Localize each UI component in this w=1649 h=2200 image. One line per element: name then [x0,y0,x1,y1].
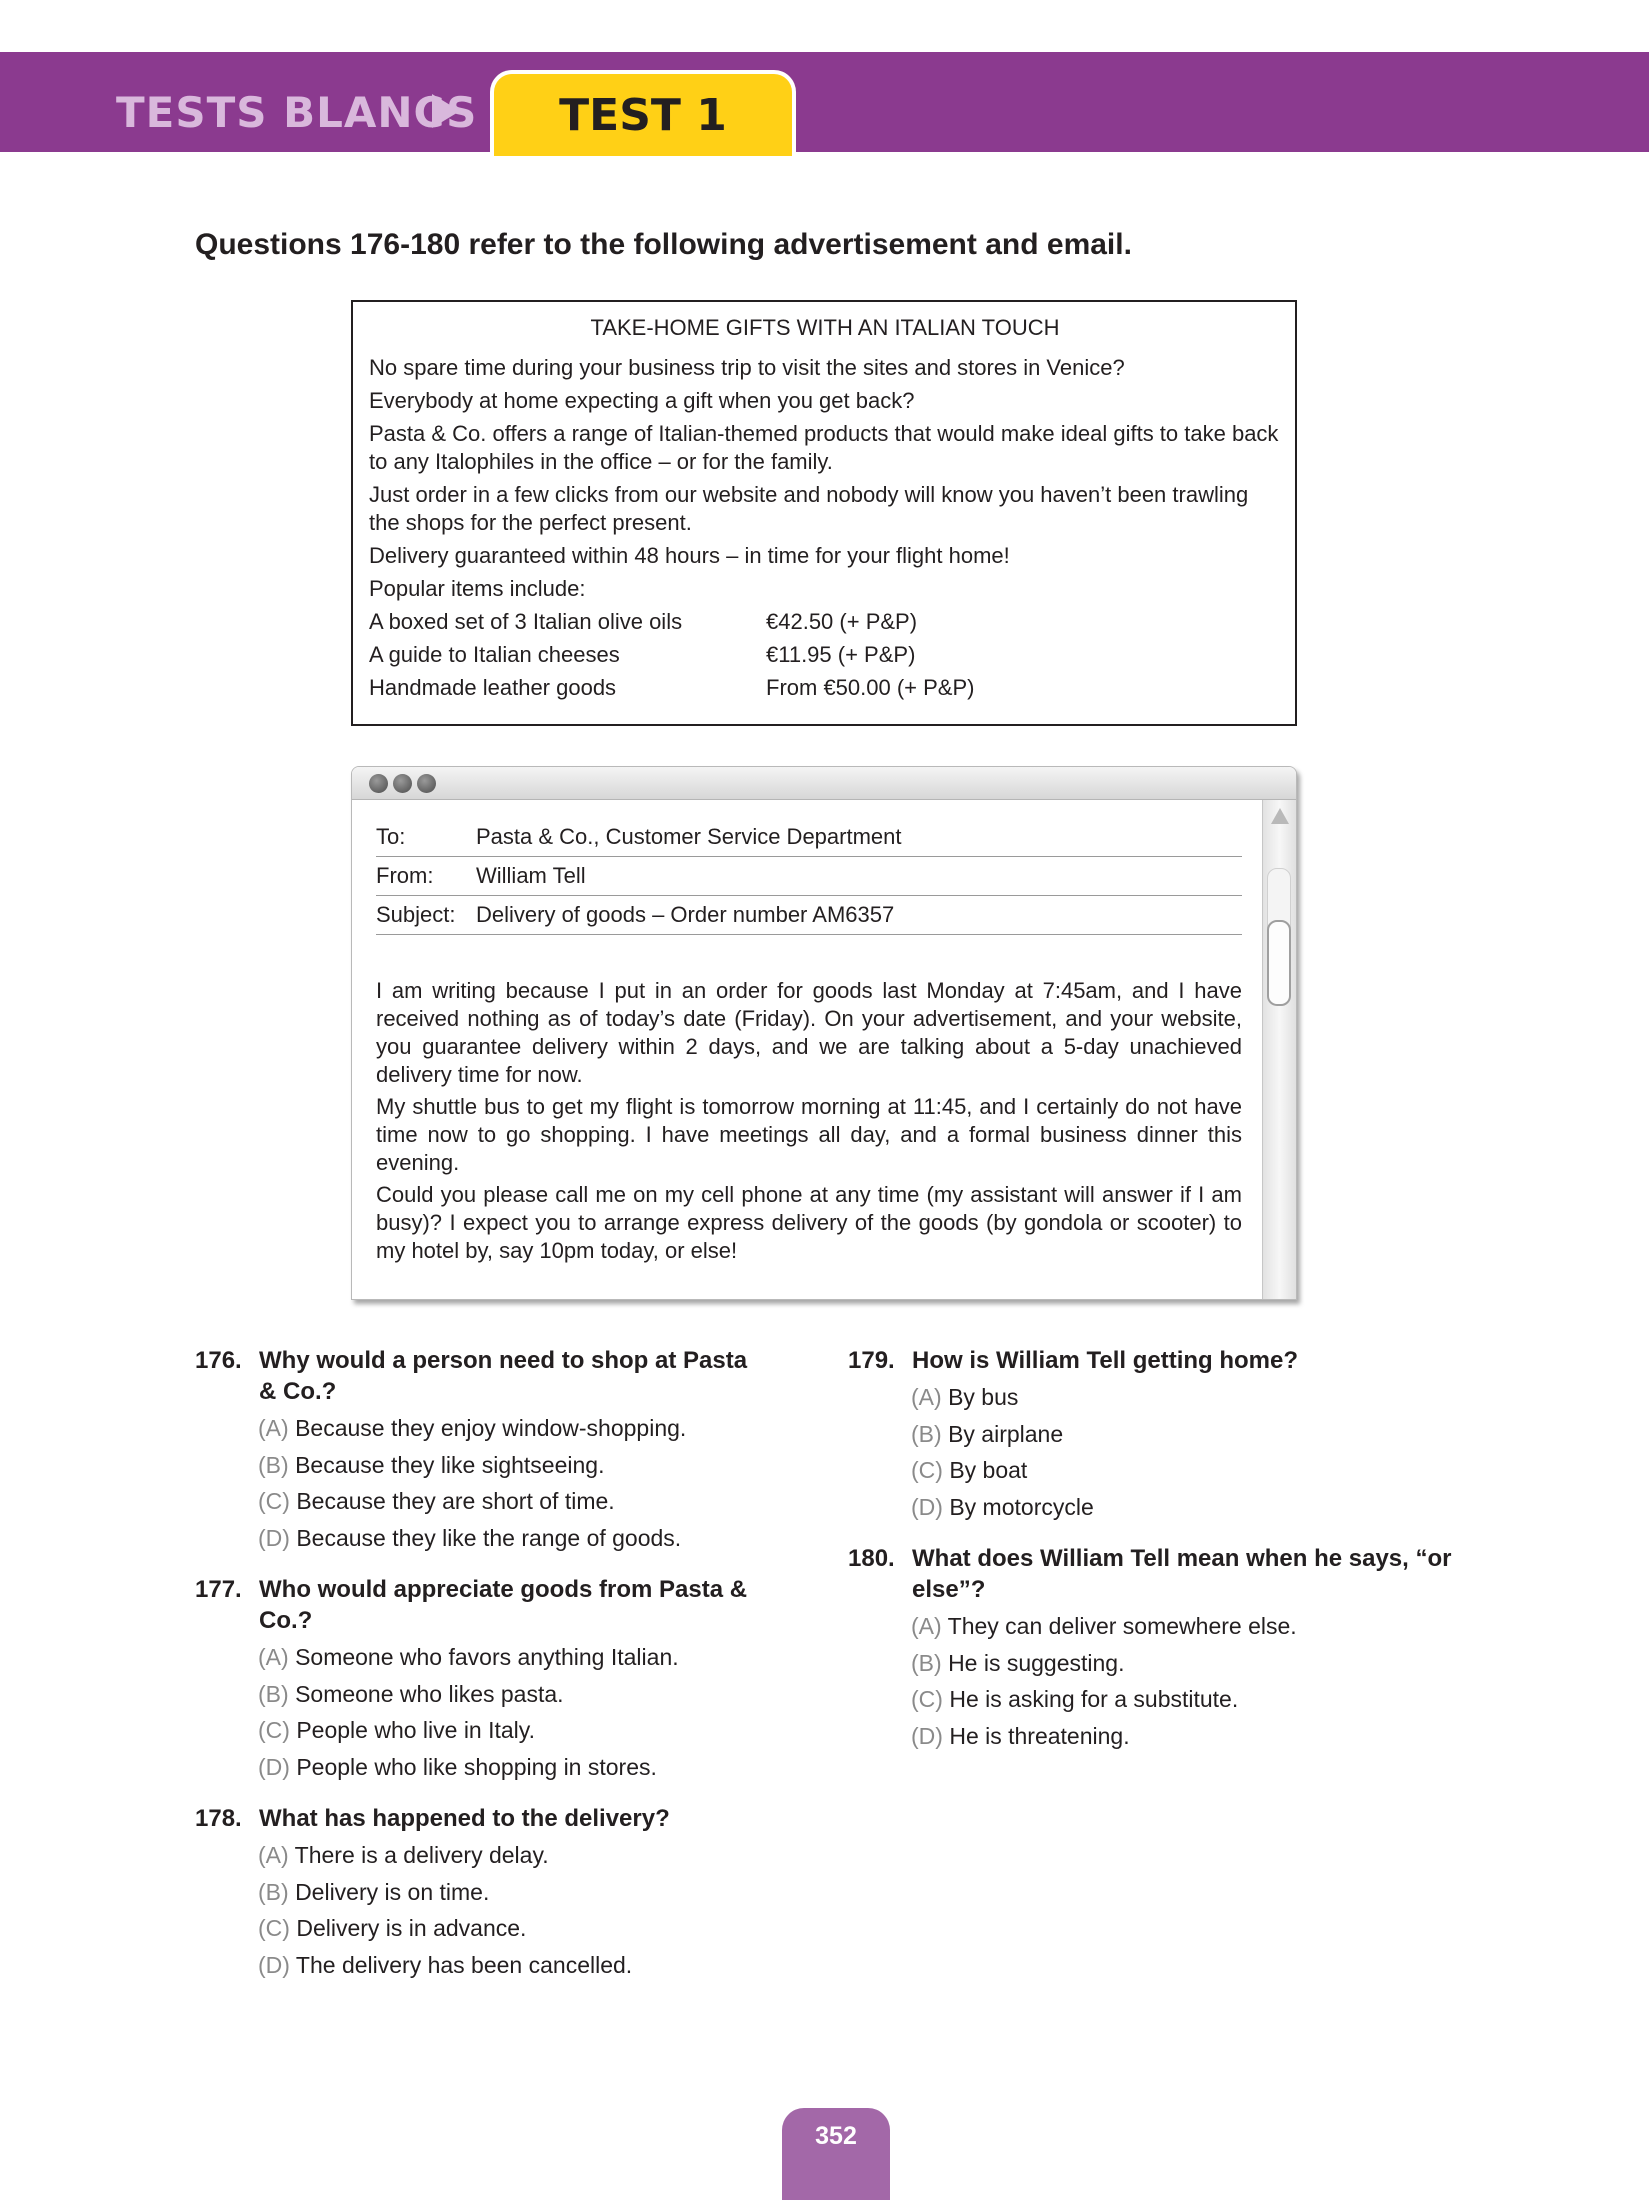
answer-option[interactable] [258,1712,755,1749]
option-text: He is threatening. [949,1722,1130,1749]
scroll-up-arrow-icon[interactable] [1271,808,1289,824]
option-text: Because they enjoy window-shopping. [295,1415,687,1441]
answer-option[interactable] [911,1452,1468,1489]
answer-option[interactable] [258,1947,755,1984]
ad-item-price: From €50.00 (+ P&P) [766,675,975,700]
question-text: Why would a person need to shop at Pasta & Co.? [259,1347,748,1405]
option-text: People who like shopping in stores. [296,1753,657,1780]
question-176 [195,1345,755,1556]
option-text: Because they like the range of goods. [296,1524,682,1551]
question-180 [848,1543,1468,1754]
ad-item [369,608,1281,636]
questions-right-column [848,1345,1468,1772]
question-text: How is William Tell getting home? [912,1347,1299,1374]
answer-option[interactable] [258,1520,755,1557]
option-text: By airplane [948,1420,1064,1447]
email-to-label: To: [376,824,406,849]
email-titlebar [352,767,1296,800]
ad-item-price: €11.95 (+ P&P) [766,642,916,667]
option-text: Because they like sightseeing. [295,1451,605,1478]
ad-item-list [369,608,1281,702]
page-number: 352 [782,2108,890,2200]
question-text: What does William Tell mean when he says, “or else”? [912,1545,1452,1603]
email-to-row [376,825,1242,857]
answer-option[interactable] [258,1749,755,1786]
answer-option[interactable] [911,1681,1468,1718]
option-text: Because they are short of time. [296,1488,615,1514]
answer-option[interactable] [911,1489,1468,1526]
question-number: 179. [848,1347,895,1374]
email-paragraph: Could you please call me on my cell phone at any time (my assistant will answer if I am busy)? I expect you to arrange express delivery of the goods (by gondola or scooter) to my hotel by, say 10pm today, or else! [376,1182,1242,1263]
intro-heading: Questions 176-180 refer to the following advertisement and email. [195,228,1132,261]
answer-option[interactable] [258,1874,755,1911]
answer-option[interactable] [911,1379,1468,1416]
option-letter: (C) [258,1488,290,1514]
option-letter: (C) [911,1686,943,1712]
option-letter: (A) [911,1384,942,1410]
ad-line: Pasta & Co. offers a range of Italian-themed products that would make ideal gifts to take back to any Italophiles in the office – or for the family. [369,421,1279,474]
ad-item-name: Handmade leather goods [369,675,617,700]
option-text: By boat [949,1457,1028,1483]
ad-item-name: A guide to Italian cheeses [369,642,620,667]
option-letter: (B) [258,1878,289,1905]
window-zoom-icon[interactable] [417,774,436,793]
answer-option[interactable] [911,1416,1468,1453]
answer-option[interactable] [911,1718,1468,1755]
option-letter: (B) [258,1451,289,1478]
answer-option[interactable] [258,1676,755,1713]
email-from-value: William Tell [476,863,586,888]
ad-line: Just order in a few clicks from our website and nobody will know you haven’t been trawling the shops for the perfect present. [369,482,1249,535]
option-letter: (D) [258,1951,290,1978]
question-number: 177. [195,1576,242,1603]
email-from-row [376,857,1242,896]
ad-line: Popular items include: [369,576,586,601]
email-to-value: Pasta & Co., Customer Service Department [476,824,902,849]
window-close-icon[interactable] [369,774,388,793]
test-tab: TEST 1 [490,70,796,156]
email-scrollbar[interactable] [1262,800,1296,1299]
option-text: He is asking for a substitute. [949,1686,1239,1712]
question-177 [195,1574,755,1785]
scrollbar-thumb[interactable] [1267,920,1291,1006]
email-from-label: From: [376,863,434,888]
option-text: By bus [948,1384,1019,1410]
option-letter: (C) [258,1915,290,1941]
option-text: By motorcycle [949,1493,1094,1520]
option-text: He is suggesting. [948,1649,1125,1676]
question-179 [848,1345,1468,1525]
ad-item-name: A boxed set of 3 Italian olive oils [369,609,683,634]
question-178 [195,1803,755,1983]
scrollbar-track[interactable] [1267,868,1291,928]
answer-option[interactable] [258,1447,755,1484]
option-text: Delivery is in advance. [296,1915,527,1941]
option-text: There is a delivery delay. [294,1842,549,1868]
option-letter: (D) [911,1493,943,1520]
option-letter: (D) [258,1753,290,1780]
option-letter: (D) [258,1524,290,1551]
advertisement-title: TAKE-HOME GIFTS WITH AN ITALIAN TOUCH [590,315,1060,340]
option-letter: (A) [258,1644,289,1670]
option-letter: (C) [911,1457,943,1483]
ad-item [369,641,1281,669]
questions-left-column [195,1345,755,2001]
ad-line: No spare time during your business trip to visit the sites and stores in Venice? [369,355,1125,380]
option-text: Delivery is on time. [295,1878,490,1905]
ad-item-price: €42.50 (+ P&P) [766,609,918,634]
answer-option[interactable] [258,1483,755,1520]
answer-option[interactable] [258,1910,755,1947]
answer-option[interactable] [911,1608,1468,1645]
question-number: 178. [195,1805,242,1832]
option-letter: (A) [911,1613,942,1639]
advertisement-box [351,300,1297,726]
option-letter: (B) [911,1420,942,1447]
answer-option[interactable] [258,1837,755,1874]
window-minimize-icon[interactable] [393,774,412,793]
email-subject-row [376,896,1242,935]
ad-item [369,674,1281,702]
ad-line: Everybody at home expecting a gift when you get back? [369,388,915,413]
option-letter: (B) [911,1649,942,1676]
question-number: 180. [848,1545,895,1572]
option-text: People who live in Italy. [296,1717,535,1743]
ad-line: Delivery guaranteed within 48 hours – in time for your flight home! [369,543,1010,568]
question-text: What has happened to the delivery? [259,1805,670,1832]
email-subject-value: Delivery of goods – Order number AM6357 [476,902,895,927]
email-subject-label: Subject: [376,902,456,927]
answer-option[interactable] [258,1410,755,1447]
option-text: Someone who favors anything Italian. [295,1644,679,1670]
option-letter: (A) [258,1842,289,1868]
option-letter: (D) [911,1722,943,1749]
answer-option[interactable] [258,1639,755,1676]
option-text: They can deliver somewhere else. [947,1613,1297,1639]
option-letter: (A) [258,1415,289,1441]
option-text: The delivery has been cancelled. [295,1951,633,1978]
option-text: Someone who likes pasta. [295,1680,564,1707]
answer-option[interactable] [911,1645,1468,1682]
email-paragraph: My shuttle bus to get my flight is tomorrow morning at 11:45, and I certainly do not have time now to go shopping. I have meetings all day, and a formal business dinner this evening. [376,1094,1242,1175]
section-label: TESTS BLANCS [116,88,478,137]
email-paragraph: I am writing because I put in an order for goods last Monday at 7:45am, and I have received nothing as of today’s date (Friday). On your advertisement, and your website, you guarantee delivery within 2 days, and we are talking about a 5-day unachieved delivery time for now. [376,978,1242,1087]
option-letter: (B) [258,1680,289,1707]
email-body [376,977,1242,1269]
question-text: Who would appreciate goods from Pasta & Co.? [259,1576,748,1634]
email-headers [376,825,1242,935]
play-arrow-icon [432,94,460,128]
option-letter: (C) [258,1717,290,1743]
email-window [351,766,1297,1300]
question-number: 176. [195,1347,242,1374]
